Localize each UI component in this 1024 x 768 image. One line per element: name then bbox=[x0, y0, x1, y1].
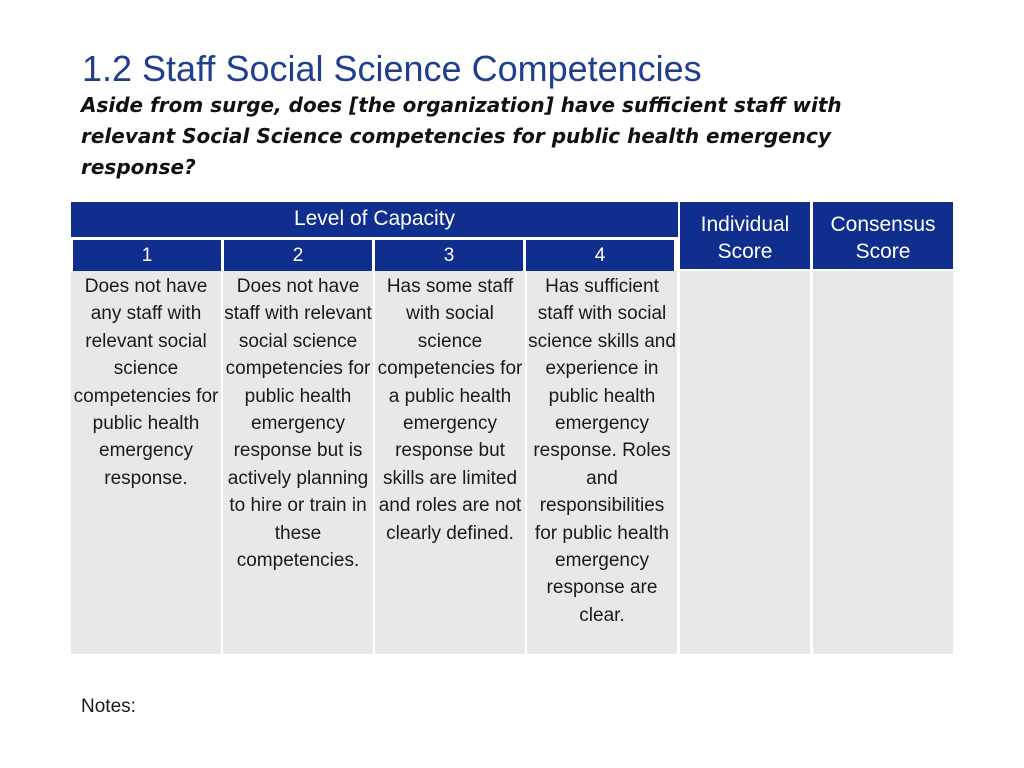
level-2-number: 2 bbox=[224, 240, 372, 271]
level-1-description: Does not have any staff with relevant social science competencies for public health emergency response. bbox=[71, 271, 221, 654]
consensus-score-header: Consensus Score bbox=[813, 202, 953, 269]
level-3-number: 3 bbox=[375, 240, 523, 271]
consensus-score-cell[interactable] bbox=[813, 271, 953, 654]
assessment-question: Aside from surge, does [the organization] have sufficient staff with relevant Social Science competencies for public health emergency response? bbox=[81, 93, 842, 179]
individual-score-header: Individual Score bbox=[680, 202, 810, 269]
level-2-description: Does not have staff with relevant social science competencies for public health emergency response but is actively planning to hire or train in these competencies. bbox=[223, 271, 373, 654]
individual-score-cell[interactable] bbox=[680, 271, 810, 654]
capacity-header: Level of Capacity bbox=[71, 202, 678, 237]
level-4-description: Has sufficient staff with social science skills and experience in public health emergency response. Roles and responsibilities for public health emergency response are clear. bbox=[527, 271, 677, 654]
level-1-number: 1 bbox=[73, 240, 221, 271]
capacity-level-descriptions bbox=[71, 271, 679, 654]
notes-label: Notes: bbox=[81, 696, 136, 717]
page-title: 1.2 Staff Social Science Competencies bbox=[82, 48, 702, 89]
level-4-number: 4 bbox=[526, 240, 674, 271]
level-3-description: Has some staff with social science competencies for a public health emergency response but skills are limited and roles are not clearly defined. bbox=[375, 271, 525, 654]
capacity-level-numbers bbox=[71, 237, 682, 271]
